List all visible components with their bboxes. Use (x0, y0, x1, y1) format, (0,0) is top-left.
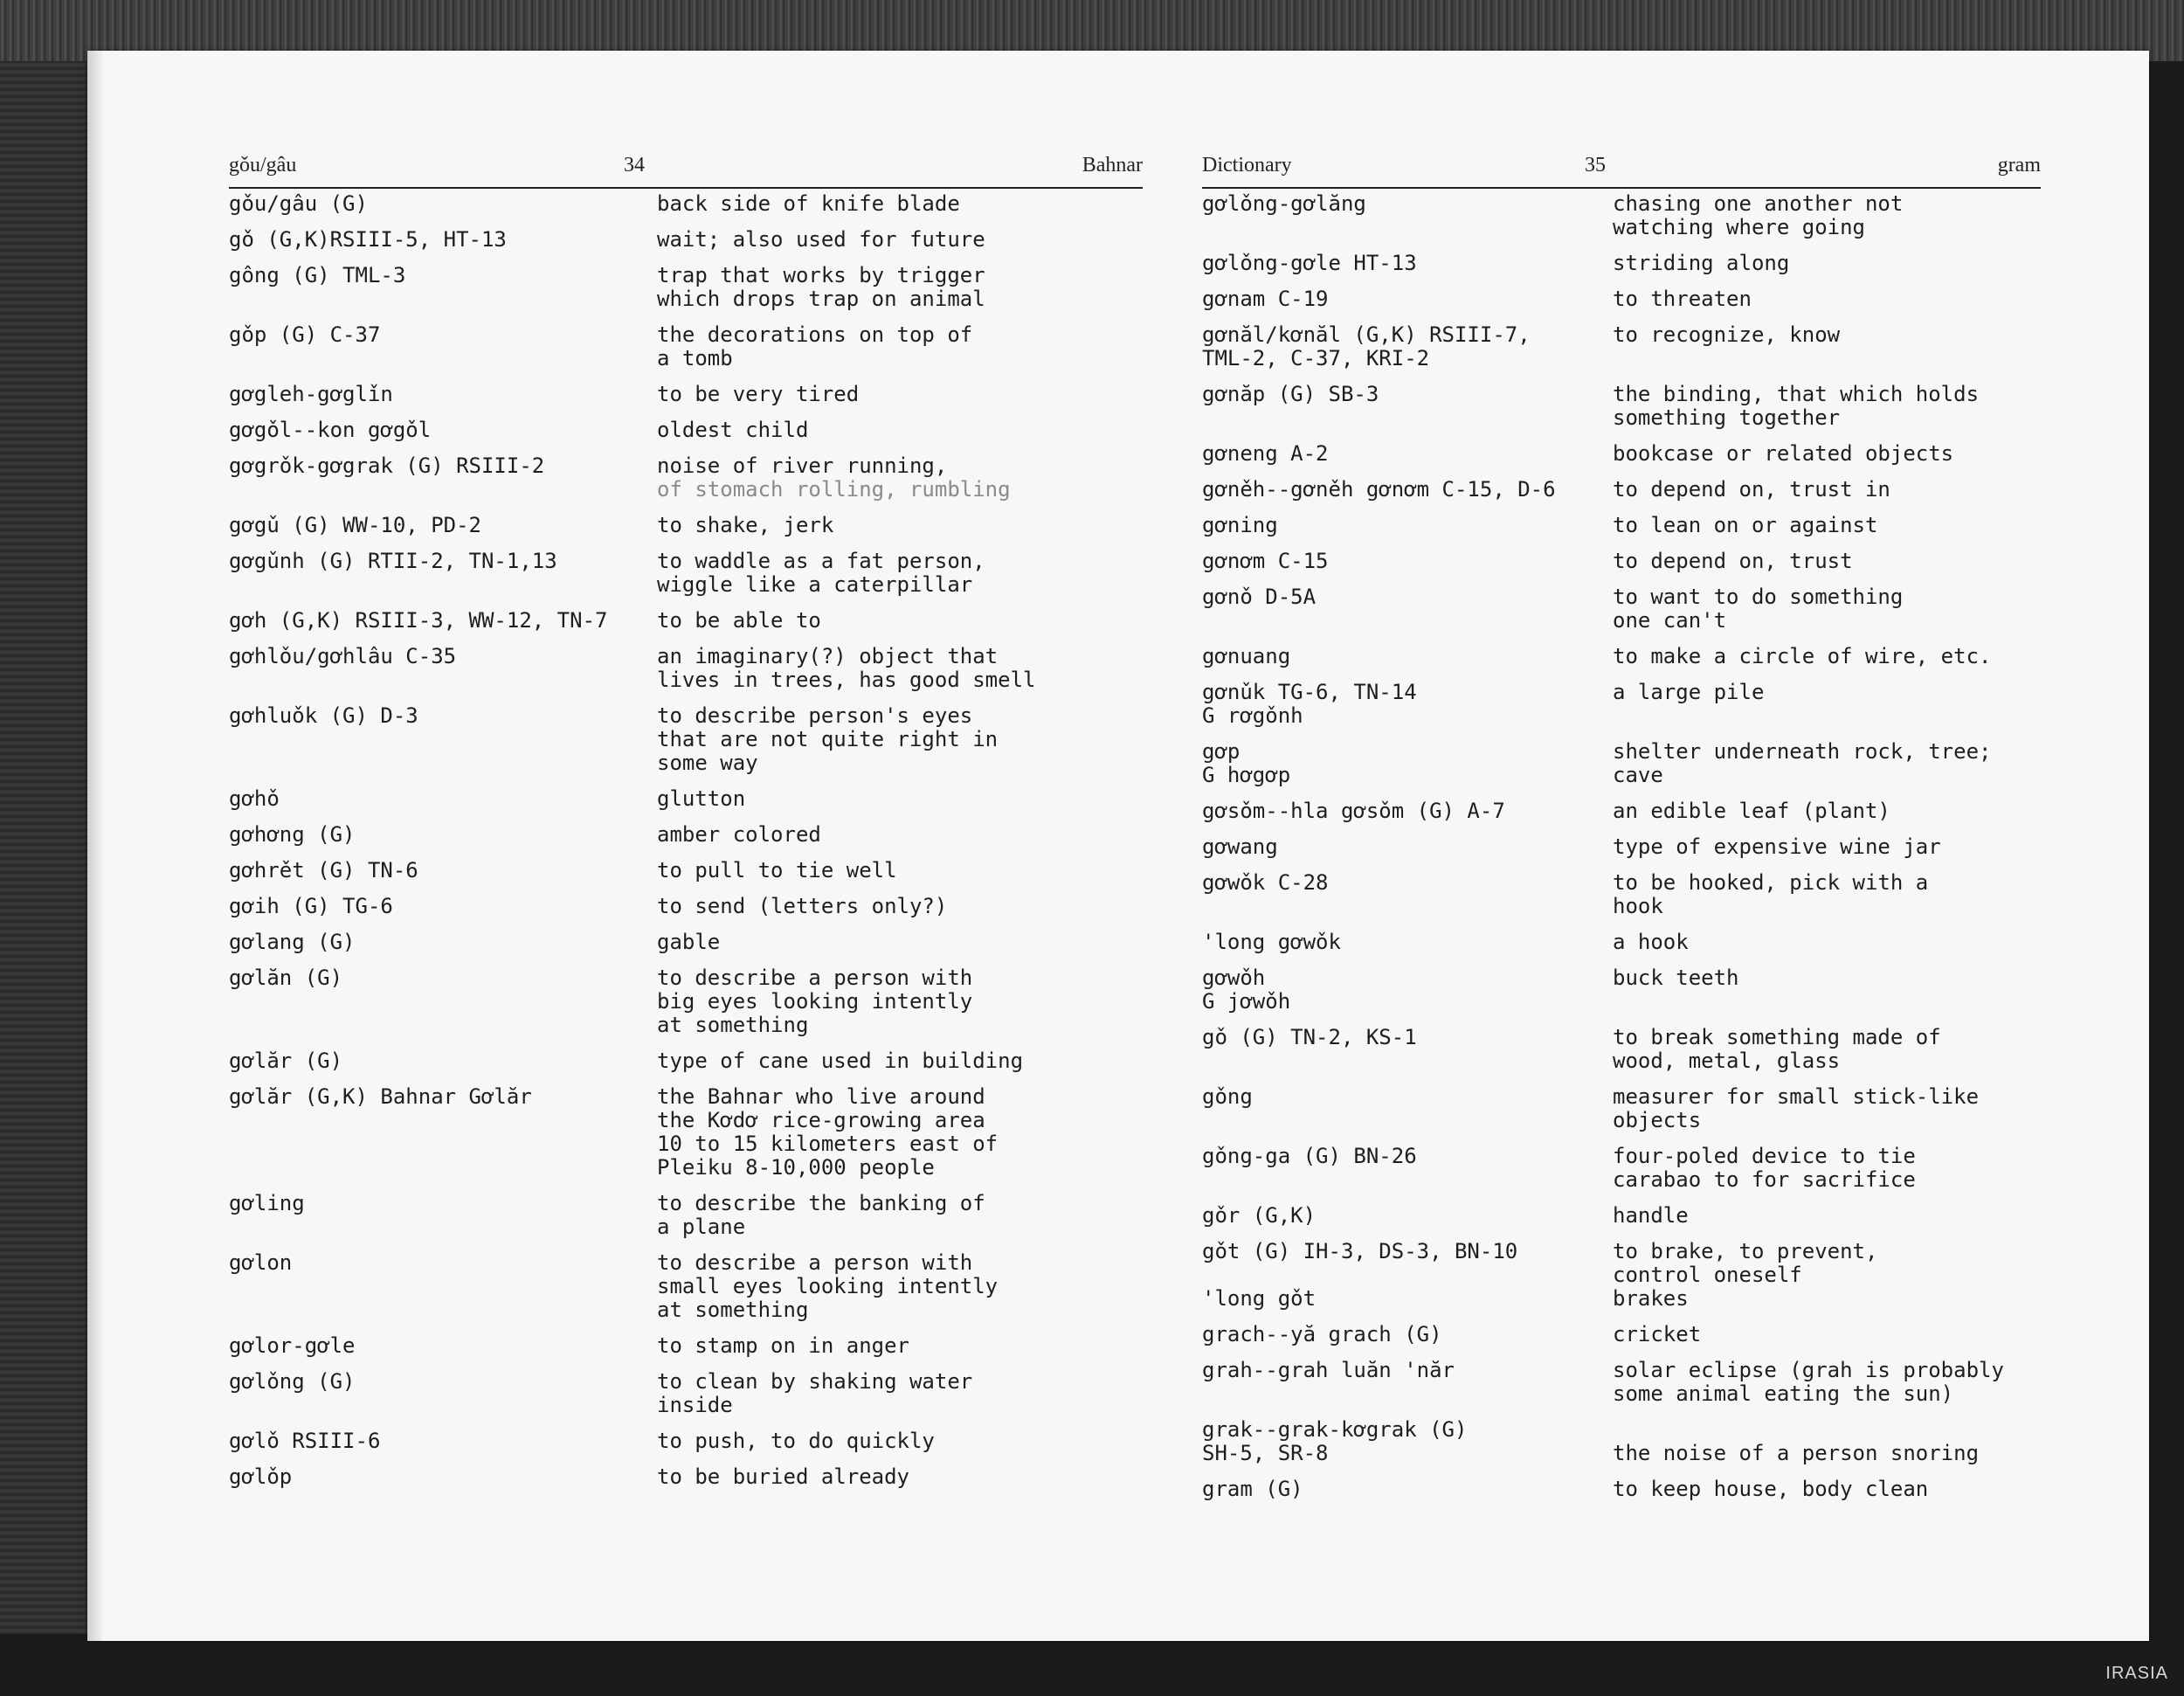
entry-definition (657, 609, 1076, 633)
entry-headword: gơhlǒu/gơhlâu C-35 (229, 644, 457, 668)
entry-definition (1613, 1085, 2032, 1132)
entry-definition (1613, 192, 2032, 239)
entry-headword: gơgleh-gơglǐn (229, 382, 393, 406)
entry-definition-text: to brake, to prevent, control oneself brakes (1613, 1239, 1878, 1311)
entry-definition-text: noise of river running, (657, 453, 948, 478)
entry-definition-text: to be able to (657, 608, 821, 633)
entry-definition (657, 787, 1076, 811)
dictionary-entry (229, 514, 1143, 537)
dictionary-entry (229, 931, 1143, 954)
entry-definition (1613, 645, 2032, 668)
dictionary-entry (1202, 1418, 2041, 1465)
entry-definition (657, 1251, 1076, 1322)
entry-definition (657, 1465, 1076, 1489)
scan-background-left (0, 61, 87, 1634)
entry-definition-text: a hook (1613, 930, 1689, 954)
dictionary-entry (1202, 1359, 2041, 1406)
entry-definition-text: to be hooked, pick with a hook (1613, 870, 1929, 918)
entry-headword: gông (G) TML-3 (229, 263, 406, 287)
dictionary-entry (229, 192, 1143, 216)
entry-definition-text: to stamp on in anger (657, 1333, 909, 1358)
entry-headword: gơnuang (1202, 644, 1291, 668)
entry-definition (657, 383, 1076, 406)
dictionary-entry (229, 550, 1143, 597)
entry-definition-text: cricket (1613, 1322, 1702, 1346)
entry-headword: gơlor-gơle (229, 1333, 356, 1358)
entry-definition (657, 1429, 1076, 1453)
entry-headword: gơnơm C-15 (1202, 549, 1329, 573)
left-header-guide-word: gǒu/gâu (229, 154, 297, 177)
entry-headword: gơnam C-19 (1202, 287, 1329, 311)
entry-definition-text: to recognize, know (1613, 322, 1841, 347)
dictionary-entry (1202, 383, 2041, 430)
entry-definition (1613, 1145, 2032, 1192)
entry-headword: gơlǒp (229, 1464, 293, 1489)
entry-definition (1613, 931, 2032, 954)
entry-definition (657, 454, 1076, 502)
entry-definition (1613, 1478, 2032, 1501)
entry-headword: gơgǒl--kon gơgǒl (229, 418, 432, 442)
dictionary-entry (229, 1085, 1143, 1180)
entry-headword: gơwǒh G jơwǒh (1202, 966, 1291, 1014)
entry-definition (1613, 1323, 2032, 1346)
entry-headword: grak--grak-kơgrak (G) SH-5, SR-8 (1202, 1417, 1468, 1465)
dictionary-entry (1202, 871, 2041, 918)
entry-definition-text: to describe a person with small eyes looking intently at something (657, 1250, 999, 1322)
left-page-number: 34 (624, 154, 645, 177)
entry-definition (1613, 514, 2032, 537)
dictionary-entry (229, 645, 1143, 692)
entry-headword: gơgǔ (G) WW-10, PD-2 (229, 513, 481, 537)
entry-headword: gơlăr (G,K) Bahnar Gơlăr (229, 1084, 532, 1109)
entry-definition-text: to depend on, trust (1613, 549, 1853, 573)
entry-definition (1613, 966, 2032, 1014)
right-entry-list (1202, 192, 2041, 1513)
dictionary-entry (229, 1192, 1143, 1239)
entry-definition-text: measurer for small stick-like objects (1613, 1084, 1980, 1132)
entry-headword: gơp G hơgơp (1202, 739, 1291, 787)
entry-definition-text: to be buried already (657, 1464, 909, 1489)
archive-watermark: IRASIA (2105, 1664, 2168, 1683)
dictionary-entry (1202, 1085, 2041, 1132)
dictionary-entry (229, 823, 1143, 847)
entry-definition-text: bookcase or related objects (1613, 441, 1954, 466)
entry-headword: gơhrět (G) TN-6 (229, 858, 418, 883)
entry-definition (657, 264, 1076, 311)
entry-definition-text: an edible leaf (plant) (1613, 799, 1890, 823)
entry-headword: gơlang (G) (229, 930, 356, 954)
entry-definition-text: back side of knife blade (657, 191, 960, 216)
entry-definition (1613, 740, 2032, 787)
dictionary-entry (1202, 1145, 2041, 1192)
entry-definition-text: type of cane used in building (657, 1049, 1024, 1073)
entry-definition-text: to waddle as a fat person, wiggle like a caterpillar (657, 549, 985, 597)
entry-definition (1613, 1359, 2032, 1406)
dictionary-entry (1202, 740, 2041, 787)
right-header-title: Dictionary (1202, 154, 1292, 177)
entry-definition (1613, 585, 2032, 633)
entry-headword: gơning (1202, 513, 1278, 537)
entry-definition-text: to lean on or against (1613, 513, 1878, 537)
entry-definition (1613, 252, 2032, 275)
entry-definition-text: striding along (1613, 251, 1790, 275)
left-header-title: Bahnar (1082, 154, 1143, 177)
entry-definition (657, 228, 1076, 252)
entry-definition-text: gable (657, 930, 721, 954)
entry-definition-text: the Bahnar who live around the Kơdơ rice-growing area 10 to 15 kilometers east of Pleiku 8-10,000 people (657, 1084, 999, 1180)
dictionary-entry (229, 419, 1143, 442)
entry-headword: gǒng (1202, 1084, 1253, 1109)
entry-headword: gơlǒng (G) (229, 1369, 356, 1394)
dictionary-entry (1202, 287, 2041, 311)
dictionary-entry (229, 228, 1143, 252)
entry-headword: gǒu/gâu (G) (229, 191, 368, 216)
entry-definition-text: to be very tired (657, 382, 860, 406)
entry-definition (1613, 550, 2032, 573)
dictionary-entry (229, 264, 1143, 311)
entry-definition (657, 1192, 1076, 1239)
dictionary-entry (1202, 323, 2041, 370)
entry-definition-text: to shake, jerk (657, 513, 834, 537)
entry-definition-text: glutton (657, 786, 746, 811)
entry-definition-text: oldest child (657, 418, 809, 442)
sheet-binding-edge (87, 51, 103, 1641)
entry-headword: gơnăp (G) SB-3 (1202, 382, 1379, 406)
entry-definition (657, 1049, 1076, 1073)
dictionary-entry (1202, 966, 2041, 1014)
entry-headword: gơsǒm--hla gơsǒm (G) A-7 (1202, 799, 1505, 823)
entry-headword: gơgǔnh (G) RTII-2, TN-1,13 (229, 549, 557, 573)
entry-definition (1613, 1240, 2032, 1311)
entry-definition-text: type of expensive wine jar (1613, 834, 1941, 859)
entry-definition-text: shelter underneath rock, tree; cave (1613, 739, 1992, 787)
entry-definition (657, 645, 1076, 692)
entry-headword: 'long gơwǒk (1202, 930, 1341, 954)
entry-definition-text: the decorations on top of a tomb (657, 322, 973, 370)
entry-definition-text: chasing one another not watching where going (1613, 191, 1904, 239)
entry-definition-text: solar eclipse (grah is probably some animal eating the sun) (1613, 1358, 2004, 1406)
entry-definition (1613, 871, 2032, 918)
dictionary-entry (229, 323, 1143, 370)
entry-definition-text: to keep house, body clean (1613, 1477, 1929, 1501)
entry-definition (1613, 1418, 2032, 1465)
entry-definition (657, 1370, 1076, 1417)
dictionary-entry (229, 704, 1143, 775)
dictionary-entry (229, 787, 1143, 811)
entry-definition (1613, 442, 2032, 466)
entry-definition (1613, 681, 2032, 728)
entry-headword: gơlăn (G) (229, 966, 343, 990)
entry-definition-text: to pull to tie well (657, 858, 897, 883)
entry-headword: gơhluǒk (G) D-3 (229, 703, 418, 728)
entry-headword: gơnǔk TG-6, TN-14 G rơgǒnh (1202, 680, 1417, 728)
entry-headword: gơnăl/kơnăl (G,K) RSIII-7, TML-2, C-37, KRI-2 (1202, 322, 1531, 370)
entry-headword: gǒt (G) IH-3, DS-3, BN-10 'long gǒt (1202, 1239, 1518, 1311)
entry-definition (657, 859, 1076, 883)
entry-headword: gǒng-ga (G) BN-26 (1202, 1144, 1417, 1168)
entry-headword: gơněh--gơněh gơnơm C-15, D-6 (1202, 477, 1556, 502)
entry-headword: gơlǒ RSIII-6 (229, 1429, 381, 1453)
dictionary-entry (1202, 800, 2041, 823)
right-header-guide-word: gram (1997, 154, 2041, 177)
entry-definition-text: to push, to do quickly (657, 1429, 935, 1453)
entry-definition-text: to describe the banking of a plane (657, 1191, 985, 1239)
entry-definition-text: a large pile (1613, 680, 1765, 704)
dictionary-entry (229, 895, 1143, 918)
entry-definition-text: to depend on, trust in (1613, 477, 1890, 502)
entry-definition (1613, 835, 2032, 859)
entry-definition-text: to send (letters only?) (657, 894, 948, 918)
right-page-number: 35 (1585, 154, 1606, 177)
dictionary-entry (1202, 1026, 2041, 1073)
entry-headword: gơlon (229, 1250, 293, 1275)
entry-definition-text: to threaten (1613, 287, 1752, 311)
entry-definition-text: to want to do something one can't (1613, 585, 1904, 633)
entry-definition (1613, 287, 2032, 311)
entry-definition-text: wait; also used for future (657, 227, 985, 252)
dictionary-entry (1202, 192, 2041, 239)
dictionary-entry (1202, 550, 2041, 573)
dictionary-entry (229, 1370, 1143, 1417)
entry-definition (657, 323, 1076, 370)
dictionary-entry (1202, 1478, 2041, 1501)
entry-headword: gơlǒng-gơlăng (1202, 191, 1366, 216)
entry-headword: gǒ (G,K)RSIII-5, HT-13 (229, 227, 507, 252)
entry-headword: gơwang (1202, 834, 1278, 859)
dictionary-entry (229, 609, 1143, 633)
entry-definition-text: to describe person's eyes that are not quite right in some way (657, 703, 999, 775)
entry-definition (657, 550, 1076, 597)
entry-definition (657, 704, 1076, 775)
entry-headword: gơlăr (G) (229, 1049, 343, 1073)
entry-definition-faded-text: of stomach rolling, rumbling (657, 477, 1011, 502)
entry-definition (657, 419, 1076, 442)
entry-definition-text: amber colored (657, 822, 821, 847)
dictionary-entry (229, 1465, 1143, 1489)
entry-headword: gơhơng (G) (229, 822, 356, 847)
left-page-header (229, 103, 1143, 189)
entry-definition-text: to make a circle of wire, etc. (1613, 644, 1992, 668)
entry-definition (657, 1085, 1076, 1180)
left-page (229, 0, 1143, 1590)
dictionary-entry (1202, 931, 2041, 954)
entry-definition (657, 192, 1076, 216)
dictionary-entry (229, 454, 1143, 502)
dictionary-entry (229, 1334, 1143, 1358)
dictionary-entry (1202, 645, 2041, 668)
dictionary-entry (229, 383, 1143, 406)
dictionary-entry (1202, 478, 2041, 502)
dictionary-entry (229, 859, 1143, 883)
dictionary-entry (1202, 681, 2041, 728)
entry-headword: gǒr (G,K) (1202, 1203, 1317, 1228)
dictionary-entry (229, 1251, 1143, 1322)
left-entry-list (229, 192, 1143, 1501)
entry-definition (1613, 1204, 2032, 1228)
entry-headword: gǒp (G) C-37 (229, 322, 381, 347)
entry-definition (657, 931, 1076, 954)
entry-definition (657, 823, 1076, 847)
entry-definition-text: to clean by shaking water inside (657, 1369, 973, 1417)
entry-headword: gram (G) (1202, 1477, 1303, 1501)
entry-definition-text: buck teeth (1613, 966, 1739, 990)
dictionary-entry (1202, 514, 2041, 537)
entry-headword: gơhǒ (229, 786, 280, 811)
dictionary-entry (1202, 835, 2041, 859)
right-page-header (1202, 103, 2041, 189)
entry-definition (657, 895, 1076, 918)
entry-headword: grach--yă grach (G) (1202, 1322, 1442, 1346)
dictionary-entry (229, 1049, 1143, 1073)
dictionary-entry (1202, 1323, 2041, 1346)
entry-definition-text: to break something made of wood, metal, glass (1613, 1025, 1941, 1073)
dictionary-entry (1202, 1204, 2041, 1228)
dictionary-entry (229, 966, 1143, 1037)
entry-headword: gơih (G) TG-6 (229, 894, 393, 918)
entry-definition (1613, 478, 2032, 502)
entry-definition (1613, 1026, 2032, 1073)
entry-headword: gơnǒ D-5A (1202, 585, 1317, 609)
dictionary-entry (1202, 1240, 2041, 1311)
entry-definition-text: four-poled device to tie carabao to for sacrifice (1613, 1144, 1916, 1192)
entry-definition-text: handle (1613, 1203, 1689, 1228)
entry-definition-text: trap that works by trigger which drops trap on animal (657, 263, 985, 311)
entry-headword: gơgrǒk-gơgrak (G) RSIII-2 (229, 453, 545, 478)
dictionary-entry (1202, 585, 2041, 633)
entry-headword: gơneng A-2 (1202, 441, 1329, 466)
entry-definition (1613, 383, 2032, 430)
entry-headword: gơlǒng-gơle HT-13 (1202, 251, 1417, 275)
entry-definition (657, 966, 1076, 1037)
right-page (1202, 0, 2041, 1590)
entry-headword: grah--grah luăn 'năr (1202, 1358, 1455, 1382)
dictionary-entry (1202, 252, 2041, 275)
entry-definition (1613, 323, 2032, 370)
entry-definition-text: the binding, that which holds something together (1613, 382, 1980, 430)
entry-headword: gǒ (G) TN-2, KS-1 (1202, 1025, 1417, 1049)
dictionary-entry (229, 1429, 1143, 1453)
entry-definition (657, 514, 1076, 537)
entry-definition-text: the noise of a person snoring (1613, 1441, 1980, 1465)
entry-definition-text: an imaginary(?) object that lives in trees, has good smell (657, 644, 1036, 692)
entry-headword: gơh (G,K) RSIII-3, WW-12, TN-7 (229, 608, 608, 633)
entry-headword: gơwǒk C-28 (1202, 870, 1329, 895)
entry-headword: gơling (229, 1191, 305, 1215)
entry-definition-text: to describe a person with big eyes looking intently at something (657, 966, 973, 1037)
entry-definition (1613, 800, 2032, 823)
dictionary-entry (1202, 442, 2041, 466)
entry-definition (657, 1334, 1076, 1358)
